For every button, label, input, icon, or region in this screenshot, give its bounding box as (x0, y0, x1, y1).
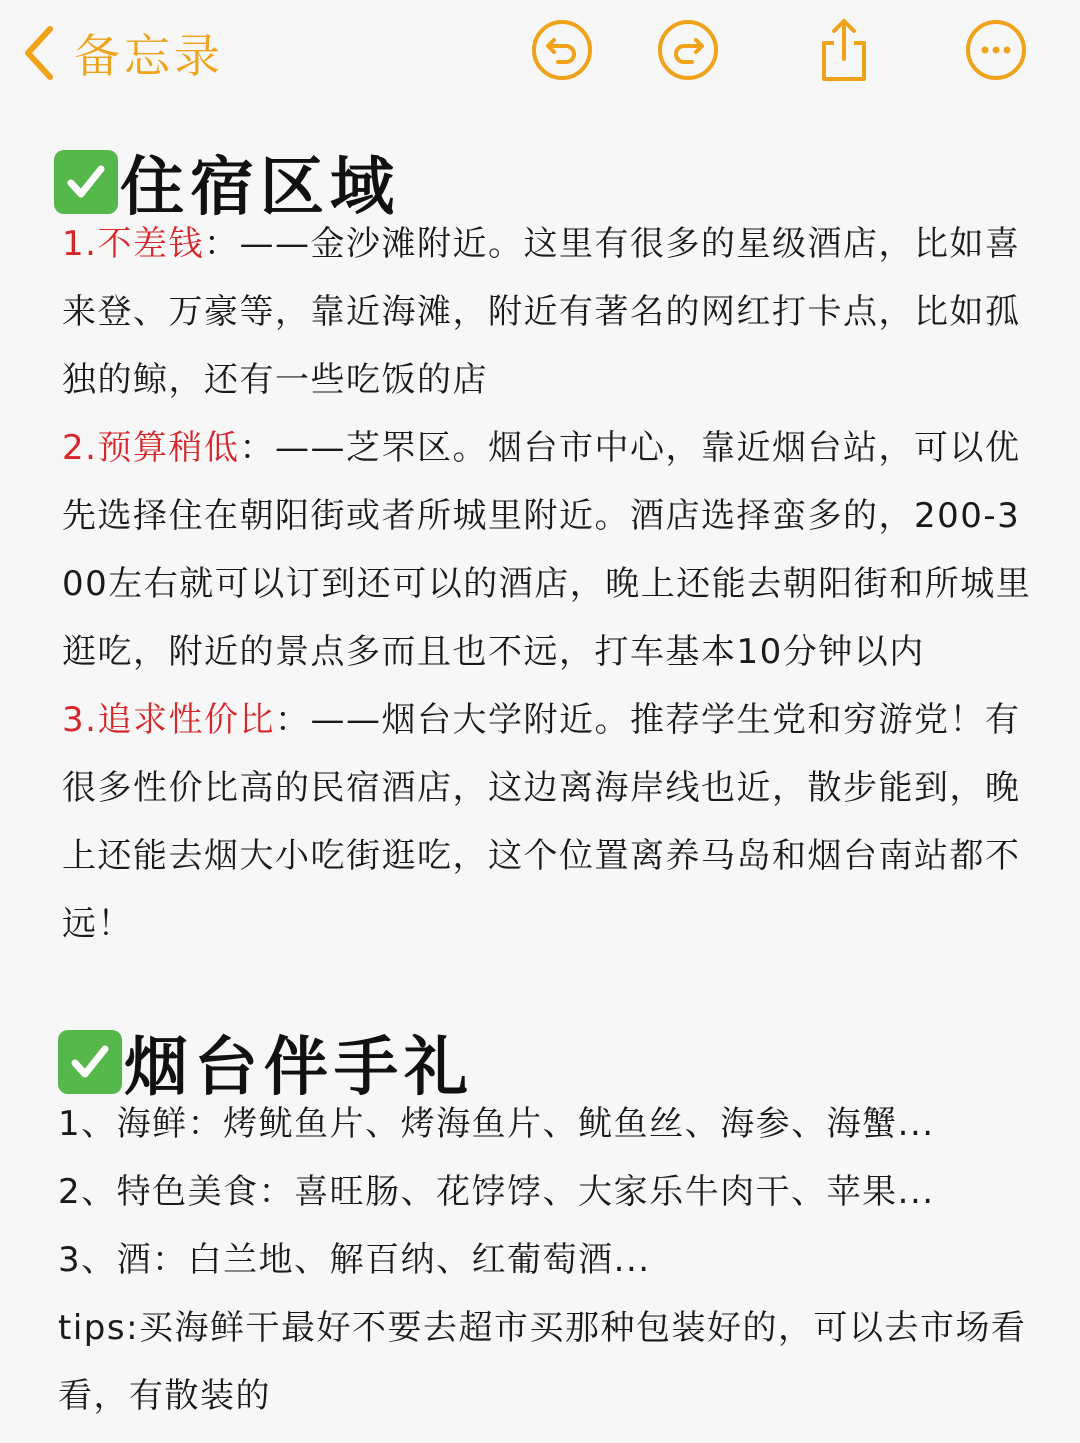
check-mark-icon (58, 1030, 122, 1094)
chevron-left-icon (16, 23, 60, 83)
navigation-bar (0, 0, 1080, 110)
list-item: 1、海鲜：烤鱿鱼片、烤海鱼片、鱿鱼丝、海参、海蟹... (58, 1104, 935, 1144)
item-text: ：——烟台大学附近。推荐学生党和穷游党！有很多性价比高的民宿酒店，这边离海岸线也近，散步能到，晚上还能去烟大小吃街逛吃，这个位置离养马岛和烟台南站都不远！ (62, 700, 1021, 944)
redo-icon (656, 18, 720, 86)
share-icon (812, 15, 876, 89)
section-title-text: 烟台伴手礼 (124, 1031, 474, 1105)
item-label: 3.追求性价比 (62, 700, 275, 740)
back-button[interactable] (16, 18, 224, 88)
list-item (62, 414, 1037, 686)
item-text: ：——金沙滩附近。这里有很多的星级酒店，比如喜来登、万豪等，靠近海滩，附近有著名的网红打卡点，比如孤独的鲸，还有一些吃饭的店 (62, 224, 1021, 400)
accommodation-list (62, 210, 1037, 958)
list-item (62, 210, 1037, 414)
item-label: 2.预算稍低 (62, 428, 240, 468)
list-item: 3、酒：白兰地、解百纳、红葡萄酒... (58, 1240, 651, 1280)
redo-button[interactable] (656, 20, 720, 84)
check-mark-icon (54, 150, 118, 214)
undo-button[interactable] (530, 20, 594, 84)
share-button[interactable] (812, 20, 876, 84)
item-label: 1.不差钱 (62, 224, 204, 264)
list-item: 2、特色美食：喜旺肠、花饽饽、大家乐牛肉干、苹果... (58, 1172, 935, 1212)
item-text: ：——芝罘区。烟台市中心，靠近烟台站，可以优先选择住在朝阳街或者所城里附近。酒店选择蛮多的，200-300左右就可以订到还可以的酒店，晚上还能去朝阳街和所城里逛吃，附近的景点多而且也不远，打车基本10分钟以内 (62, 428, 1032, 672)
more-button[interactable] (964, 20, 1028, 84)
souvenir-list (58, 1090, 1038, 1430)
undo-icon (530, 18, 594, 86)
section-title-text: 住宿区域 (120, 151, 400, 225)
tips-text: tips:买海鲜干最好不要去超市买那种包装好的，可以去市场看看，有散装的 (58, 1308, 1027, 1416)
list-item (62, 686, 1037, 958)
more-icon (964, 18, 1028, 86)
back-label: 备忘录 (74, 29, 224, 83)
